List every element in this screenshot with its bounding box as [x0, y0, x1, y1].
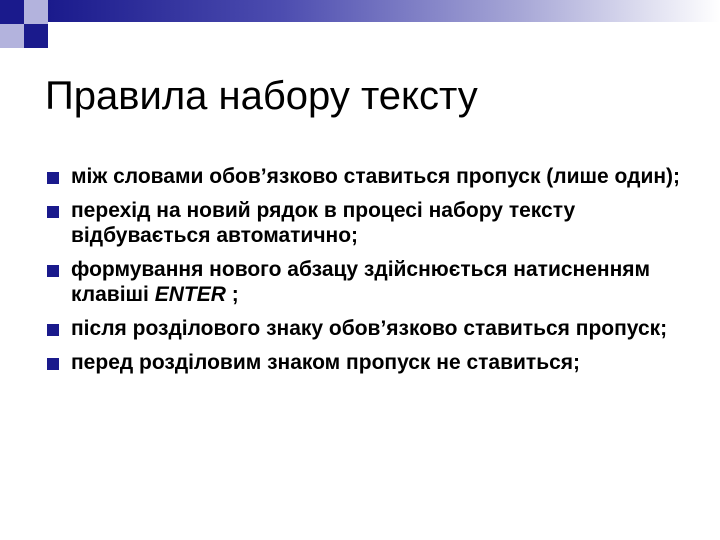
header-gradient-bar	[48, 0, 720, 22]
header-square-dark-2	[24, 24, 48, 48]
square-bullet-icon	[47, 206, 59, 218]
bullet-item	[45, 198, 685, 248]
bullet-item	[45, 164, 685, 189]
enter-key-label: ENTER	[154, 283, 226, 306]
bullet-text-after-key: ;	[225, 283, 239, 306]
bullet-item	[45, 350, 685, 375]
header-square-light-2	[0, 24, 24, 48]
bullet-text: між словами обов’язково ставиться пропуск (лише один);	[71, 165, 681, 188]
bullet-list	[45, 164, 685, 384]
square-bullet-icon	[47, 324, 59, 336]
header-square-light-1	[24, 0, 48, 24]
square-bullet-icon	[47, 172, 59, 184]
bullet-text	[71, 258, 650, 306]
slide-title: Правила набору тексту	[45, 74, 478, 118]
bullet-text: після розділового знаку обов’язково ставиться пропуск;	[71, 317, 668, 340]
square-bullet-icon	[47, 265, 59, 277]
square-bullet-icon	[47, 358, 59, 370]
bullet-text: перед розділовим знаком пропуск не ставиться;	[71, 351, 581, 374]
bullet-item	[45, 316, 685, 341]
bullet-item	[45, 257, 685, 307]
bullet-text-before-key: формування нового абзацу здійснюється натисненням клавіші	[71, 258, 651, 306]
bullet-text: перехід на новий рядок в процесі набору тексту відбувається автоматично;	[71, 199, 576, 247]
header-square-dark-1	[0, 0, 24, 24]
